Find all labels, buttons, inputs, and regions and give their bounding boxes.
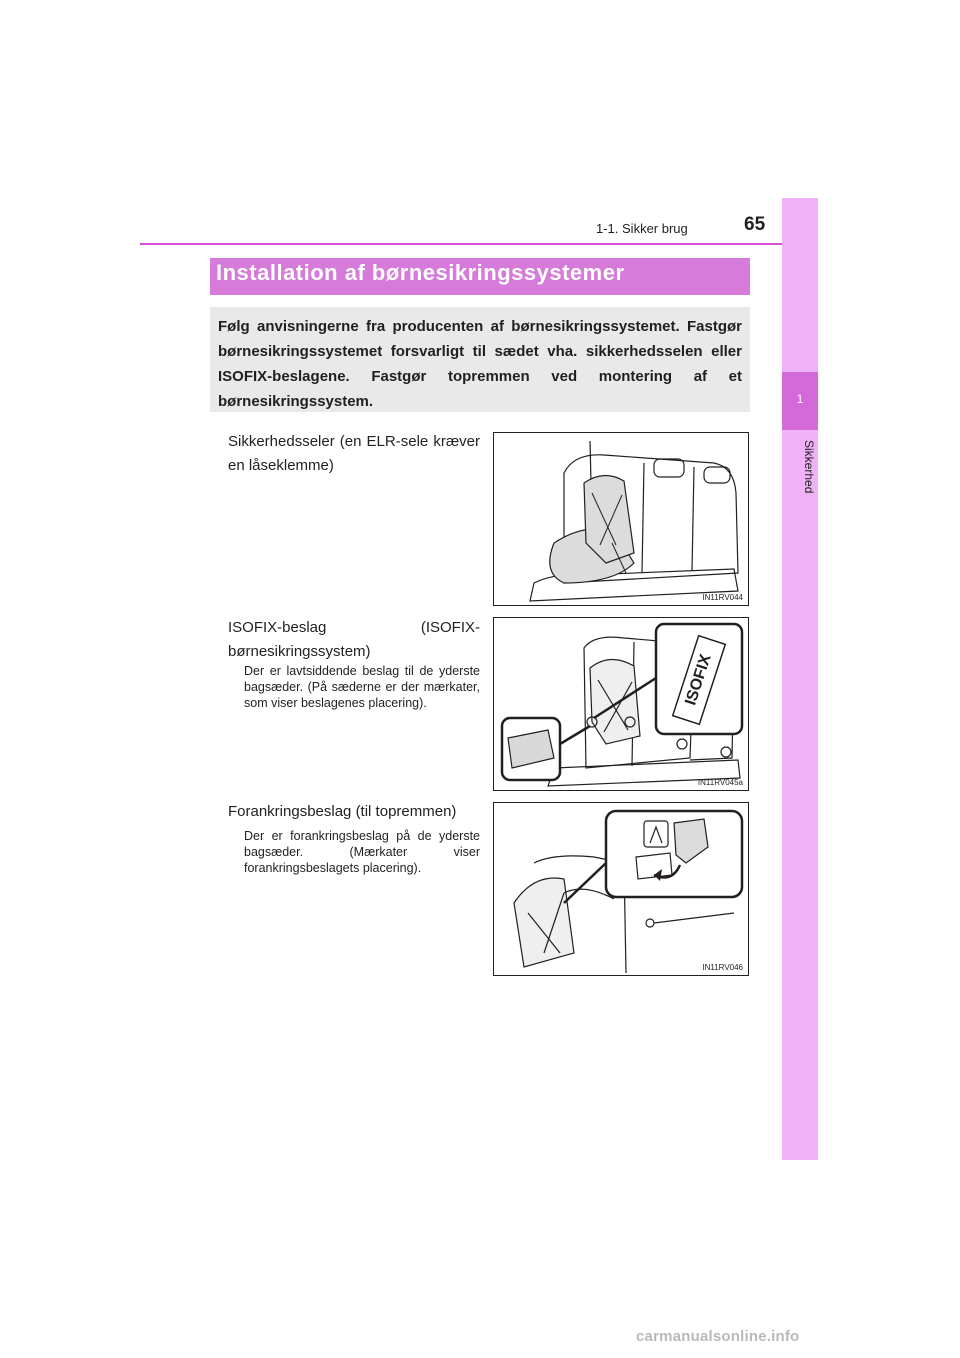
item-title-tether: Forankringsbeslag (til topremmen) (228, 803, 457, 820)
isofix-illustration (494, 618, 748, 790)
item-description-tether: Der er forankringsbeslag på de yderste bagsæder. (Mærkater viser forankringsbeslagets placering). (244, 829, 480, 875)
figure-tether-anchors (493, 802, 749, 976)
item-title-seatbelt: Sikkerhedsseler (en ELR-sele kræver en låseklemme) (228, 433, 480, 474)
page-number: 65 (744, 214, 766, 235)
intro-text: Følg anvisningerne fra producenten af børnesikringssystemet. Fastgør børnesikringssystemet forsvarligt til sædet vha. sikkerhedsselen eller ISOFIX-beslagene. Fastgør topremmen ved montering af et børnesikringssystem. (218, 318, 742, 410)
figure-seatbelt-child-seat (493, 432, 749, 606)
header-rule (140, 243, 818, 245)
side-tab-label: Sikkerhed (802, 440, 816, 494)
seatbelt-illustration (494, 433, 748, 605)
item-description-isofix: Der er lavtsiddende beslag til de yderste bagsæder. (På sæderne er der mærkater, som viser beslagenes placering). (244, 664, 480, 710)
figure-isofix-anchors (493, 617, 749, 791)
figure-code-seatbelt: IN11RV044 (702, 593, 743, 602)
chapter-heading: 1-1. Sikker brug (596, 221, 688, 236)
side-tab (782, 198, 818, 1160)
watermark: carmanualsonline.info (636, 1328, 800, 1345)
tether-illustration (494, 803, 748, 975)
section-title: Installation af børnesikringssystemer (216, 260, 625, 285)
isofix-tag-label: ISOFIX (682, 652, 715, 708)
side-tab-number: 1 (796, 392, 804, 406)
figure-code-isofix: IN11RV045a (697, 778, 743, 787)
figure-code-tether: IN11RV046 (702, 963, 743, 972)
item-title-isofix: ISOFIX-beslag (ISOFIX-børnesikringssystem) (228, 619, 480, 660)
